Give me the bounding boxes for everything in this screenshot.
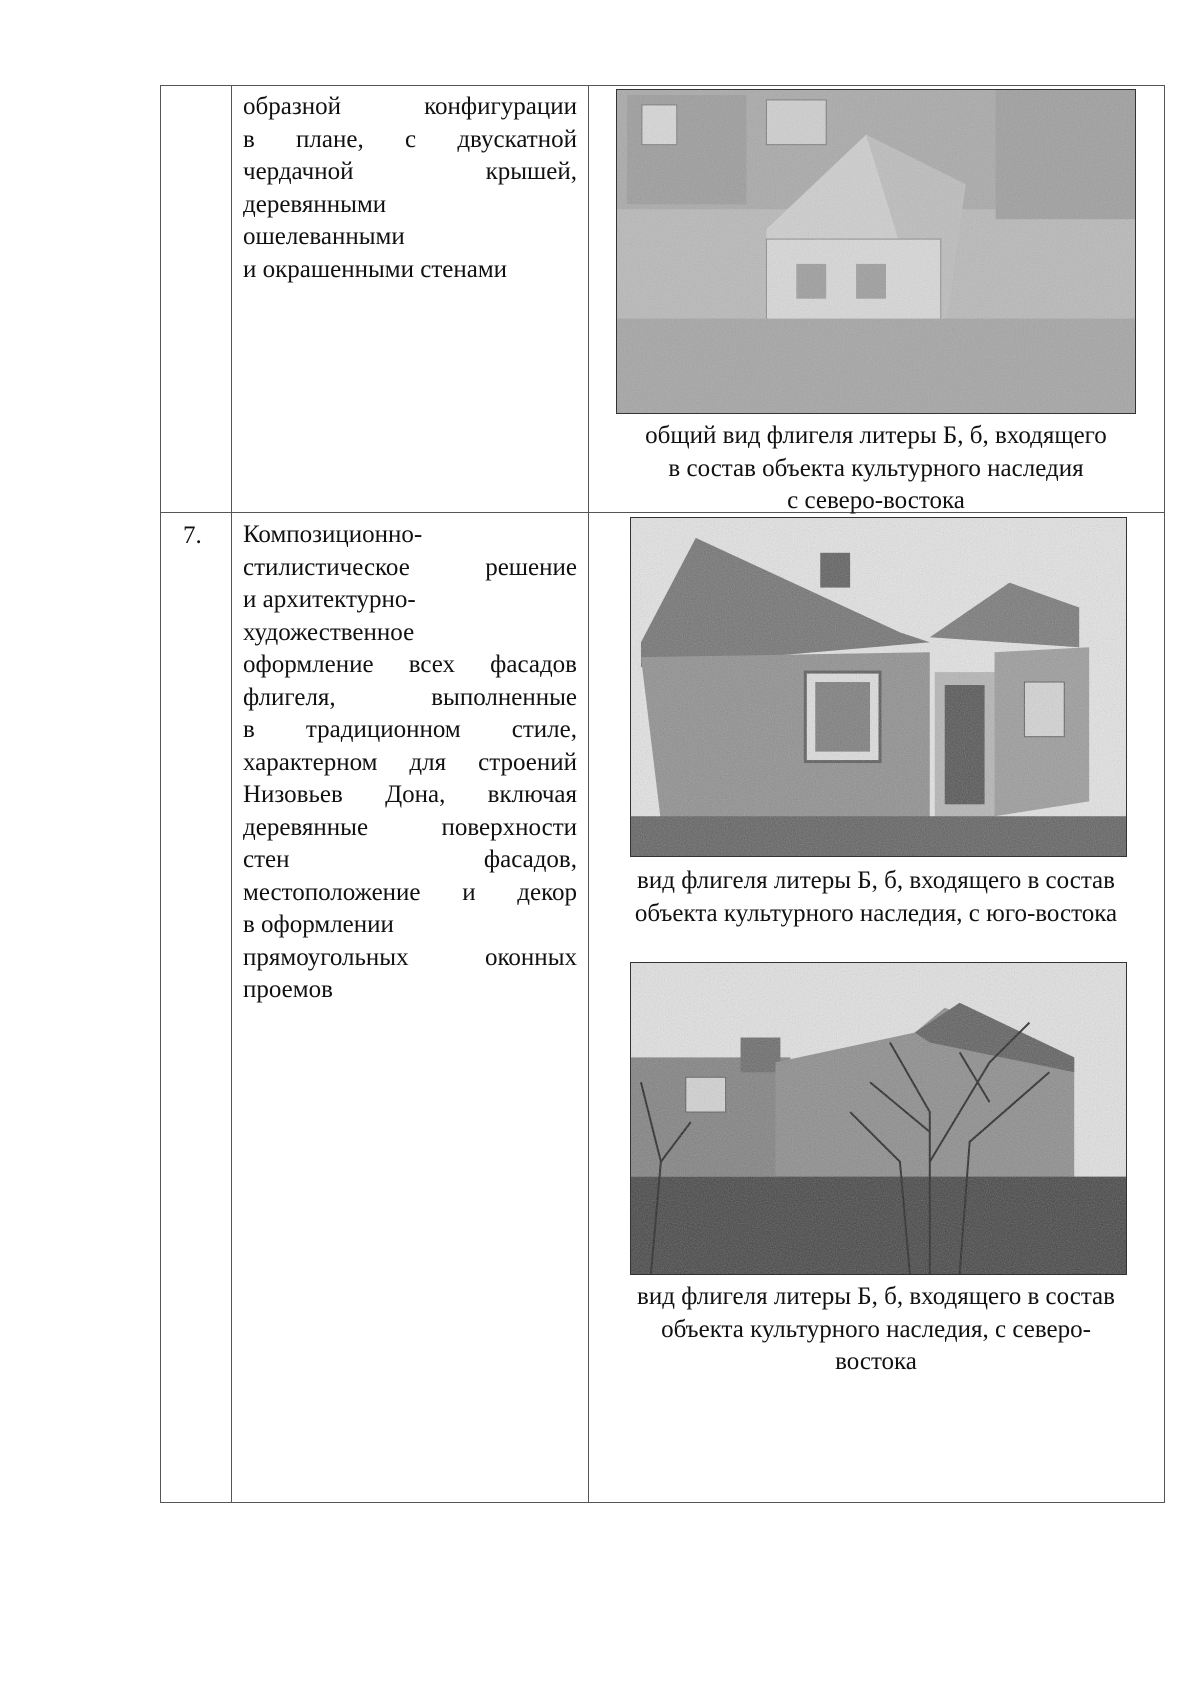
photo-northeast-view — [630, 962, 1127, 1275]
photo-caption — [596, 420, 1156, 518]
table-left-border — [160, 85, 161, 1503]
description-line: Композиционно- — [243, 521, 423, 548]
photo-caption — [596, 1281, 1156, 1379]
caption-line: общий вид флигеля литеры Б, б, входящего — [645, 422, 1107, 449]
table-right-border — [1164, 85, 1165, 1503]
description-line: и окрашенными стенами — [243, 255, 508, 283]
caption-line: востока — [835, 1348, 917, 1375]
photo-caption — [596, 865, 1156, 930]
description-line: стен фасадов, — [243, 846, 577, 873]
photo-southeast-view — [630, 517, 1127, 857]
caption-line: вид флигеля литеры Б, б, входящего в состав — [637, 1283, 1115, 1310]
column-divider-2 — [588, 85, 589, 1503]
description-line: стилистическое решение — [243, 553, 577, 581]
description-line: образной конфигурации — [243, 93, 577, 120]
column-divider-1 — [231, 85, 232, 1503]
caption-line: с северо-востока — [787, 487, 965, 514]
table-top-border — [160, 85, 1165, 86]
row-7-description — [243, 519, 577, 1007]
description-line: прямоугольных оконных — [243, 943, 577, 971]
row-number: 7. — [183, 522, 202, 549]
photo-northeast-general — [616, 89, 1136, 414]
description-line: флигеля, выполненные — [243, 683, 577, 711]
caption-line: объекта культурного наследия, с северо- — [661, 1315, 1091, 1343]
description-line: чердачной крышей, — [243, 158, 577, 185]
description-line: деревянными — [243, 190, 387, 218]
description-line: в традиционном стиле, — [243, 716, 577, 743]
description-line: в плане, с двускатной — [243, 125, 577, 153]
description-line: деревянные поверхности — [243, 813, 577, 841]
description-line: проемов — [243, 976, 333, 1003]
description-line: ошелеванными — [243, 223, 405, 250]
description-line: в оформлении — [243, 911, 394, 938]
description-line: и архитектурно- — [243, 586, 416, 613]
caption-line: объекта культурного наследия, с юго-востока — [634, 899, 1118, 927]
description-line: характерном для строений — [243, 748, 577, 776]
caption-line: в состав объекта культурного наследия — [668, 454, 1084, 482]
description-line: оформление всех фасадов — [243, 651, 577, 678]
description-line: Низовьев Дона, включая — [243, 781, 577, 808]
description-line: местоположение и декор — [243, 878, 577, 906]
table-bottom-border — [160, 1502, 1165, 1503]
row-prev-description — [243, 91, 577, 286]
caption-line: вид флигеля литеры Б, б, входящего в состав — [637, 867, 1115, 894]
description-line: художественное — [243, 618, 415, 646]
